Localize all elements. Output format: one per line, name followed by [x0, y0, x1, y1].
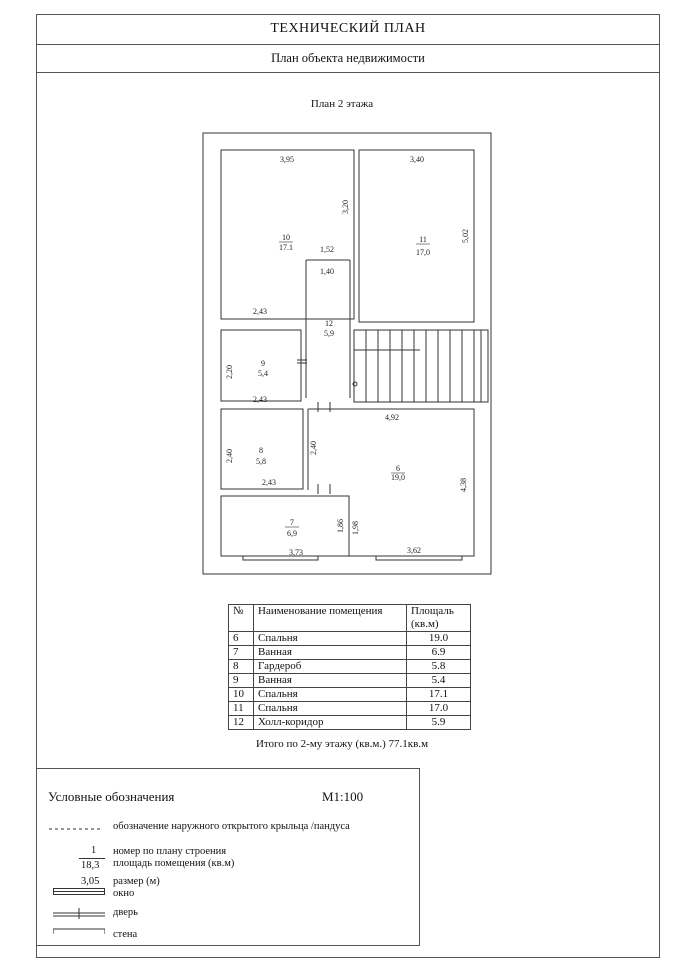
sheet-title: ТЕХНИЧЕСКИЙ ПЛАН — [36, 14, 660, 45]
dim-label: 3,20 — [341, 200, 350, 214]
cell-no: 10 — [229, 688, 254, 702]
windows — [243, 556, 462, 560]
table-row — [229, 716, 471, 730]
staircase — [353, 330, 474, 402]
floor-total: Итого по 2-му этажу (кв.м.) 77.1кв.м — [255, 738, 429, 750]
doors — [297, 360, 330, 494]
cell-name: Спальня — [254, 688, 407, 702]
wall-symbol — [53, 927, 105, 935]
cell-name: Холл-коридор — [254, 716, 407, 730]
dim-label: 3,73 — [289, 548, 303, 557]
room-11-walls — [359, 150, 474, 322]
dim-label: 2,43 — [253, 395, 267, 404]
table-row — [229, 702, 471, 716]
room-6-walls — [308, 409, 474, 556]
room-area-10: 17.1 — [279, 243, 293, 252]
room-7-walls — [221, 496, 349, 556]
legend-box — [36, 768, 420, 946]
cell-area: 5.4 — [407, 674, 471, 688]
cell-name: Спальня — [254, 702, 407, 716]
room-no-12: 12 — [325, 319, 333, 328]
col-name: Наименование помещения — [254, 605, 407, 632]
dim-label: 5,02 — [461, 229, 470, 243]
dim-label: 2,20 — [225, 365, 234, 379]
dim-label: 1,52 — [320, 245, 334, 254]
room-no-10: 10 — [282, 233, 290, 242]
legend-wall: стена — [113, 929, 138, 940]
dim-label: 3,62 — [407, 546, 421, 555]
cell-area: 5.8 — [407, 660, 471, 674]
cell-no: 9 — [229, 674, 254, 688]
dim-label: 2,40 — [309, 441, 318, 455]
cell-area: 19.0 — [407, 632, 471, 646]
legend-room-area-sample: 18,3 — [81, 860, 100, 871]
table-row — [229, 674, 471, 688]
legend-room-no-desc: номер по плану строения — [113, 846, 227, 857]
dim-label: 2,40 — [225, 449, 234, 463]
room-area-8: 5,8 — [256, 457, 266, 466]
room-no-9: 9 — [261, 359, 265, 368]
col-no: № — [229, 605, 254, 632]
room-area-11: 17,0 — [416, 248, 430, 257]
legend-window: окно — [113, 888, 135, 899]
cell-no: 12 — [229, 716, 254, 730]
room-area-7: 6,9 — [287, 529, 297, 538]
cell-no: 11 — [229, 702, 254, 716]
legend-title: Условные обозначения — [48, 789, 175, 804]
cell-no: 6 — [229, 632, 254, 646]
cell-name: Ванная — [254, 646, 407, 660]
porch-symbol — [49, 821, 101, 831]
room-area-9: 5,4 — [258, 369, 268, 378]
rooms-table — [228, 604, 471, 730]
dim-label: 1,98 — [351, 521, 360, 535]
legend-dim-sample: 3,05 — [81, 876, 100, 887]
door-symbol — [53, 906, 105, 920]
col-area: Площаль (кв.м) — [407, 605, 471, 632]
legend-room-no-sample: 1 — [91, 845, 97, 856]
outer-wall — [203, 133, 491, 574]
cell-area: 17.0 — [407, 702, 471, 716]
room-no-8: 8 — [259, 446, 263, 455]
room-area-12: 5,9 — [324, 329, 334, 338]
legend-fraction-line — [79, 858, 105, 859]
legend-porch: обозначение наружного открытого крыльца /пандуса — [113, 821, 350, 832]
cell-no: 7 — [229, 646, 254, 660]
plan-title: План 2 этажа — [310, 98, 374, 110]
dim-label: 4,38 — [459, 478, 468, 492]
dim-label: 3,95 — [280, 155, 294, 164]
room-area-6: 19,0 — [391, 473, 405, 482]
cell-no: 8 — [229, 660, 254, 674]
cell-name: Спальня — [254, 632, 407, 646]
room-no-7: 7 — [290, 518, 294, 527]
dim-label: 4,92 — [385, 413, 399, 422]
dim-label: 1,86 — [336, 519, 345, 533]
legend-scale: М1:100 — [322, 789, 364, 804]
window-symbol — [53, 887, 105, 897]
cell-area: 17.1 — [407, 688, 471, 702]
room-no-6: 6 — [396, 464, 400, 473]
cell-area: 5.9 — [407, 716, 471, 730]
legend-room-area-desc: площадь помещения (кв.м) — [113, 858, 235, 869]
dim-label: 2,43 — [262, 478, 276, 487]
dim-label: 2,43 — [253, 307, 267, 316]
table-header-row — [229, 605, 471, 632]
legend-door: дверь — [113, 907, 138, 918]
table-row — [229, 646, 471, 660]
dim-label: 3,40 — [410, 155, 424, 164]
dim-label: 1,40 — [320, 267, 334, 276]
table-row — [229, 660, 471, 674]
room-no-11: 11 — [419, 235, 427, 244]
sheet-subtitle: План объекта недвижимости — [36, 44, 660, 73]
table-row — [229, 632, 471, 646]
cell-name: Ванная — [254, 674, 407, 688]
table-row — [229, 688, 471, 702]
cell-area: 6.9 — [407, 646, 471, 660]
cell-name: Гардероб — [254, 660, 407, 674]
legend-dim-desc: размер (м) — [113, 876, 160, 887]
